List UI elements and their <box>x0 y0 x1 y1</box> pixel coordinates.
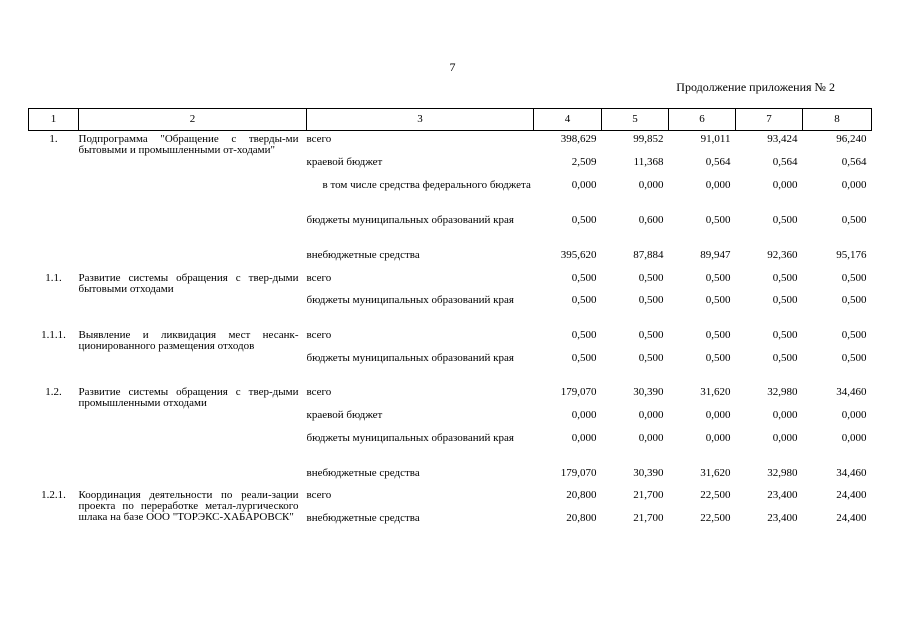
amount-cell: 0,564 <box>705 155 731 168</box>
amount-cell: 31,620 <box>700 385 731 398</box>
amount-cell: 30,390 <box>633 466 664 479</box>
table-row <box>29 270 872 292</box>
amount-cell: 0,500 <box>571 293 597 306</box>
item-name: Развитие системы обращения с твер-дыми промышленными отходами <box>78 385 299 409</box>
budget-table <box>28 108 872 534</box>
item-number: 1.1.1. <box>41 328 66 341</box>
amount-cell: 0,000 <box>638 431 664 444</box>
item-number: 1. <box>49 133 58 145</box>
item-name: Выявление и ликвидация мест несанк-ционированного размещения отходов <box>78 328 299 352</box>
page-number: 7 <box>449 60 456 74</box>
amount-cell: 24,400 <box>836 488 867 501</box>
amount-cell: 0,500 <box>841 328 867 341</box>
funding-source: внебюджетные средства <box>306 511 420 524</box>
amount-cell: 0,564 <box>841 155 867 168</box>
funding-source: всего <box>306 271 332 284</box>
funding-source: краевой бюджет <box>306 155 383 168</box>
amount-cell: 22,500 <box>700 488 731 501</box>
funding-source: внебюджетные средства <box>306 466 420 479</box>
amount-cell: 23,400 <box>767 511 798 524</box>
amount-cell: 91,011 <box>700 133 731 145</box>
amount-cell: 21,700 <box>633 511 664 524</box>
funding-source: краевой бюджет <box>306 408 383 421</box>
amount-cell: 21,700 <box>633 488 664 501</box>
amount-cell: 0,000 <box>705 431 731 444</box>
item-name: Развитие системы обращения с твер-дыми бытовыми отходами <box>78 271 299 295</box>
amount-cell: 0,500 <box>571 328 597 341</box>
table-row <box>29 487 872 510</box>
amount-cell: 0,500 <box>571 271 597 284</box>
amount-cell: 179,070 <box>560 385 597 398</box>
amount-cell: 0,000 <box>841 431 867 444</box>
column-header: 2 <box>79 109 307 131</box>
amount-cell: 0,500 <box>772 271 798 284</box>
amount-cell: 34,460 <box>836 385 867 398</box>
amount-cell: 179,070 <box>560 466 597 479</box>
amount-cell: 0,500 <box>772 351 798 364</box>
column-header: 3 <box>307 109 534 131</box>
amount-cell: 0,500 <box>705 328 731 341</box>
funding-source: всего <box>306 328 332 341</box>
amount-cell: 0,500 <box>705 213 731 226</box>
amount-cell: 31,620 <box>700 466 731 479</box>
amount-cell: 0,000 <box>772 178 798 191</box>
amount-cell: 0,500 <box>705 271 731 284</box>
table-row <box>29 384 872 407</box>
amount-cell: 96,240 <box>836 133 867 145</box>
table-row <box>29 131 872 154</box>
amount-cell: 0,000 <box>638 178 664 191</box>
item-number: 1.1. <box>45 271 62 284</box>
table-body <box>29 131 872 534</box>
amount-cell: 11,368 <box>633 155 664 168</box>
amount-cell: 0,000 <box>772 408 798 421</box>
amount-cell: 32,980 <box>767 466 798 479</box>
amount-cell: 20,800 <box>566 511 597 524</box>
amount-cell: 0,600 <box>638 213 664 226</box>
amount-cell: 395,620 <box>560 248 597 261</box>
funding-source: в том числе средства федерального бюджета <box>322 178 531 191</box>
amount-cell: 0,500 <box>638 328 664 341</box>
amount-cell: 0,500 <box>638 293 664 306</box>
amount-cell: 0,500 <box>571 351 597 364</box>
amount-cell: 89,947 <box>700 248 731 261</box>
amount-cell: 87,884 <box>633 248 664 261</box>
amount-cell: 0,500 <box>841 351 867 364</box>
amount-cell: 30,390 <box>633 385 664 398</box>
amount-cell: 24,400 <box>836 511 867 524</box>
funding-source: всего <box>306 385 332 398</box>
funding-source: бюджеты муниципальных образований края <box>306 431 514 444</box>
column-header: 8 <box>803 109 872 131</box>
amount-cell: 0,500 <box>841 213 867 226</box>
item-number: 1.2.1. <box>41 488 66 501</box>
amount-cell: 93,424 <box>767 133 798 145</box>
amount-cell: 0,000 <box>841 178 867 191</box>
column-header: 7 <box>736 109 803 131</box>
amount-cell: 0,564 <box>772 155 798 168</box>
amount-cell: 20,800 <box>566 488 597 501</box>
amount-cell: 23,400 <box>767 488 798 501</box>
amount-cell: 0,000 <box>638 408 664 421</box>
amount-cell: 398,629 <box>560 133 597 145</box>
funding-source: внебюджетные средства <box>306 248 420 261</box>
table-row <box>29 327 872 350</box>
appendix-continuation-note: Продолжение приложения № 2 <box>676 80 835 94</box>
amount-cell: 32,980 <box>767 385 798 398</box>
funding-source: всего <box>306 133 332 145</box>
amount-cell: 0,500 <box>841 271 867 284</box>
amount-cell: 0,500 <box>772 328 798 341</box>
amount-cell: 0,000 <box>571 408 597 421</box>
amount-cell: 95,176 <box>836 248 867 261</box>
column-header: 4 <box>534 109 602 131</box>
amount-cell: 0,000 <box>772 431 798 444</box>
amount-cell: 0,500 <box>705 351 731 364</box>
amount-cell: 99,852 <box>633 133 664 145</box>
amount-cell: 0,000 <box>705 178 731 191</box>
amount-cell: 92,360 <box>767 248 798 261</box>
amount-cell: 0,500 <box>638 351 664 364</box>
amount-cell: 0,000 <box>571 431 597 444</box>
amount-cell: 0,500 <box>705 293 731 306</box>
amount-cell: 34,460 <box>836 466 867 479</box>
amount-cell: 0,500 <box>772 213 798 226</box>
amount-cell: 22,500 <box>700 511 731 524</box>
amount-cell: 0,000 <box>571 178 597 191</box>
amount-cell: 0,500 <box>571 213 597 226</box>
funding-source: бюджеты муниципальных образований края <box>306 213 514 226</box>
item-name: Подпрограмма "Обращение с тверды-ми бытовыми и промышленными от-ходами" <box>78 133 299 156</box>
amount-cell: 0,500 <box>638 271 664 284</box>
funding-source: всего <box>306 488 332 501</box>
amount-cell: 0,000 <box>841 408 867 421</box>
item-name: Координация деятельности по реали-зации проекта по переработке метал-лургического шлака на базе ООО "ТОРЭКС-ХАБАРОВСК" <box>78 488 299 523</box>
funding-source: бюджеты муниципальных образований края <box>306 293 514 306</box>
column-header: 5 <box>602 109 669 131</box>
header-row <box>29 109 872 131</box>
item-number: 1.2. <box>45 385 62 398</box>
amount-cell: 0,500 <box>841 293 867 306</box>
amount-cell: 0,500 <box>772 293 798 306</box>
column-header: 6 <box>669 109 736 131</box>
amount-cell: 2,509 <box>571 155 597 168</box>
amount-cell: 0,000 <box>705 408 731 421</box>
column-header: 1 <box>29 109 79 131</box>
funding-source: бюджеты муниципальных образований края <box>306 351 514 364</box>
